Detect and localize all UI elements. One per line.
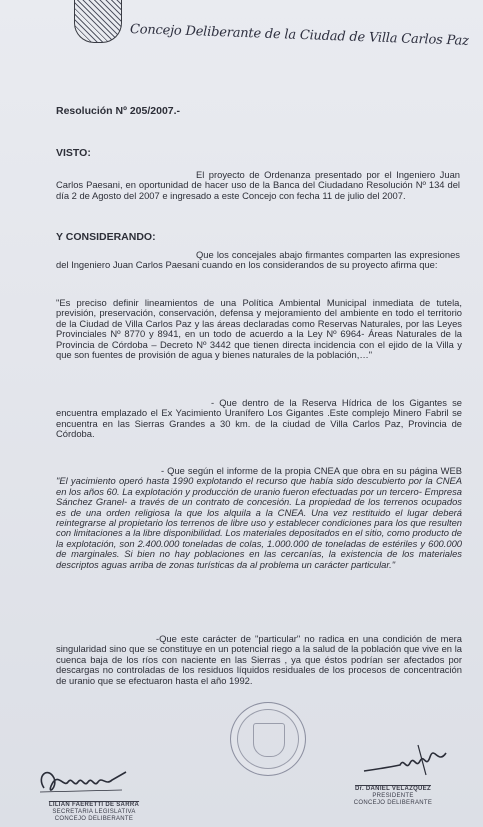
signature-left-icon	[30, 758, 140, 806]
paragraph-cnea-intro: - Que según el informe de la propia CNEA que obra en su página WEB	[161, 465, 462, 476]
paragraph-cnea-informe	[56, 466, 462, 570]
seal-shield-icon	[253, 723, 285, 757]
resolution-number: Resolución Nº 205/2007.-	[56, 105, 181, 117]
paragraph-reserva-hidrica: - Que dentro de la Reserva Hídrica de los Gigantes se encuentra emplazado el Ex Yacimiento Uranífero Los Gigantes .Este complejo Minero Fabril se encuentra en las Sierras Grandes a 30 km. de la ciudad de Villa Carlos Paz, Provincia de Córdoba.	[56, 397, 462, 440]
signatory-left-body: CONCEJO DELIBERANTE	[54, 816, 134, 822]
signatory-right-name: Dr. DANIEL VELAZQUEZ	[355, 786, 431, 792]
considerando-heading: Y CONSIDERANDO:	[56, 231, 156, 243]
signature-right-icon	[360, 735, 450, 787]
signatory-left-name: LILIAN FAERETTI DE SARRA	[48, 802, 140, 808]
quote-politica-ambiental: "Es preciso definir lineamientos de una Política Ambiental Municipal inmediata de tutela, previsión, preservación, conservación, defensa y mejoramiento del ambiente en todo el territorio de la Ciudad de Villa Carlos Paz y las áreas declaradas como Reservas Naturales, por las Leyes Provinciales Nº 8770 y 8941, en un todo de acuerdo a la Ley Nº 6964- Áreas Naturales de la Provincia de Córdoba – Decreto Nº 3442 que tienen directa incidencia con el ejido de la Villa y que son fuentes de provisión de agua y bienes naturales de la población,…"	[56, 297, 462, 361]
coat-of-arms-icon	[74, 0, 122, 43]
letterhead-title: Concejo Deliberante de la Ciudad de Villa Carlos Paz	[129, 22, 469, 49]
visto-heading: VISTO:	[56, 147, 91, 159]
visto-paragraph: El proyecto de Ordenanza presentado por el Ingeniero Juan Carlos Paesani, en oportunidad de hacer uso de la Banca del Ciudadano Resolución Nº 134 del día 2 de Agosto del 2007 e ingresado a este Concejo con fecha 11 de julio del 2007.	[56, 169, 460, 201]
considerando-intro: Que los concejales abajo firmantes comparten las expresiones del Ingeniero Juan Carlos Paesani cuando en los considerandos de su proyecto afirma que:	[56, 249, 460, 271]
signatory-right-role: PRESIDENTE	[372, 793, 414, 799]
signature-right-caption	[328, 786, 458, 807]
signatory-right-body: CONCEJO DELIBERANTE	[353, 800, 433, 806]
signature-left-caption	[14, 802, 174, 823]
paragraph-particular: -Que este carácter de "particular" no radica en una condición de mera singularidad sino que se constituye en un potencial riego a la salud de la población que vive en la cuenca baja de los ríos con naciente en las Sierras , ya que éstos podrían ser afectados por descargas no controladas de los residuos líquidos residuales de los procesos de concentración de uranio que se efectuaron hasta el año 1992.	[56, 633, 462, 686]
official-seal-icon	[230, 702, 306, 776]
paragraph-cnea-quote: "El yacimiento operó hasta 1990 explotando el recurso que había sido descubierto por la CNEA en los años 60. La explotación y producción de uranio fueron efectuadas por un tercero- Empresa Sánchez Granel- a través de un contrato de concesión. La propiedad de los terrenos ocupados es de una orden religiosa la que los alquila a la CNEA. Una vez restituido el lugar deberá reintegrarse al propietario los terrenos de libre uso y establecer condiciones para los que resulten con limitaciones a la libre disponibilidad. Los materiales depositados en el sitio, como producto de la explotación, son 2.400.000 toneladas de colas, 1.000.000 de toneladas de estériles y 600.000 de marginales. Si bien no hay poblaciones en las cercanías, la existencia de los materiales descriptos aguas arriba de zonas turísticas da al problema un carácter particular."	[56, 475, 462, 570]
signatory-left-role: SECRETARIA LEGISLATIVA	[52, 809, 136, 815]
